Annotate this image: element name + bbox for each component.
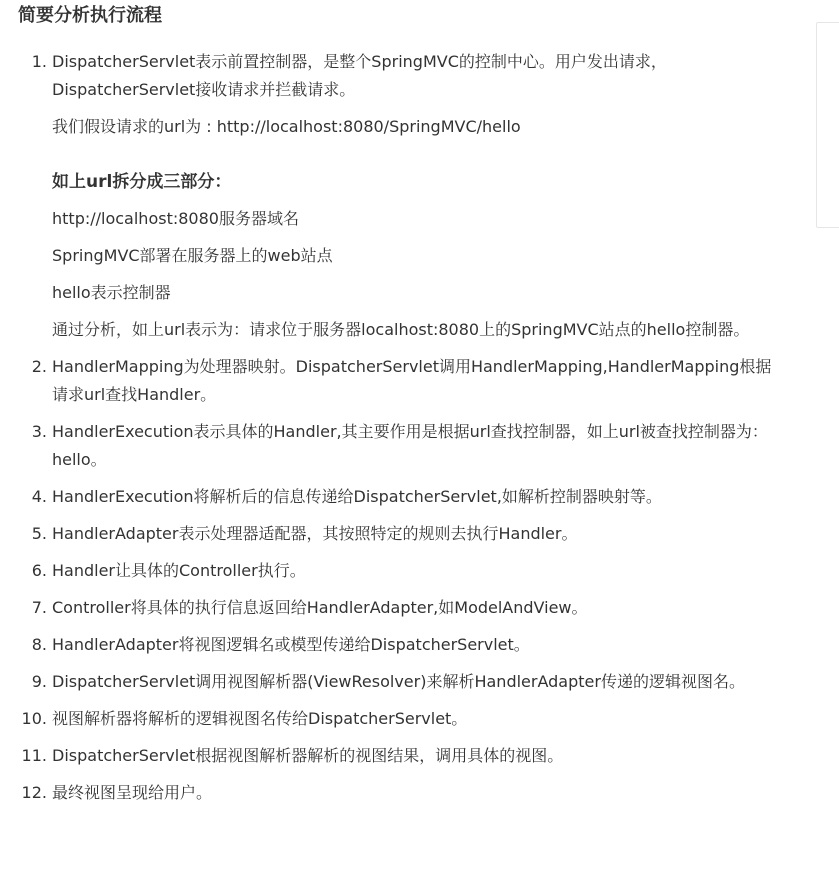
- step-text: Handler让具体的Controller执行。: [52, 561, 306, 580]
- step-text: 最终视图呈现给用户。: [52, 783, 213, 802]
- step-number: 5.: [31, 524, 47, 543]
- step-text: DispatcherServlet根据视图解析器解析的视图结果，调用具体的视图。: [52, 746, 564, 765]
- step-number: 7.: [31, 598, 47, 617]
- step-number: 10.: [21, 709, 47, 728]
- list-item-step-12: [18, 779, 808, 807]
- url-analysis-paragraph: 通过分析，如上url表示为：请求位于服务器localhost:8080上的SpringMVC站点的hello控制器。: [52, 320, 750, 339]
- step-number: 2.: [31, 357, 47, 376]
- steps-list: [18, 48, 808, 807]
- list-item-step-11: [18, 742, 808, 770]
- url-breakdown-subheading: 如上url拆分成三部分：: [52, 172, 232, 192]
- list-item-step-9: [18, 668, 808, 696]
- article-content: [18, 0, 808, 816]
- list-item-step-8: [18, 631, 808, 659]
- url-part-domain: http://localhost:8080服务器域名: [52, 209, 299, 228]
- step-number: 9.: [31, 672, 47, 691]
- list-item-step-1: [18, 48, 808, 344]
- example-url-paragraph: 我们假设请求的url为 : http://localhost:8080/SpringMVC/hello: [52, 117, 521, 136]
- url-part-site: SpringMVC部署在服务器上的web站点: [52, 246, 333, 265]
- list-item-step-4: [18, 483, 808, 511]
- list-item-step-5: [18, 520, 808, 548]
- step-text: HandlerExecution将解析后的信息传递给DispatcherServlet,如解析控制器映射等。: [52, 487, 662, 506]
- step-number: 12.: [21, 783, 47, 802]
- step-text: HandlerAdapter将视图逻辑名或模型传递给DispatcherServlet。: [52, 635, 530, 654]
- step-text: DispatcherServlet表示前置控制器，是整个SpringMVC的控制中心。用户发出请求，DispatcherServlet接收请求并拦截请求。: [52, 52, 667, 99]
- step-number: 1.: [31, 52, 47, 71]
- list-item-step-2: [18, 353, 808, 409]
- step-number: 3.: [31, 422, 47, 441]
- step-text: DispatcherServlet调用视图解析器(ViewResolver)来解析HandlerAdapter传递的逻辑视图名。: [52, 672, 745, 691]
- step-text: HandlerExecution表示具体的Handler,其主要作用是根据url查找控制器，如上url被查找控制器为：hello。: [52, 422, 768, 469]
- list-item-step-6: [18, 557, 808, 585]
- step-number: 11.: [21, 746, 47, 765]
- step-number: 8.: [31, 635, 47, 654]
- step-text: 视图解析器将解析的逻辑视图名传给DispatcherServlet。: [52, 709, 468, 728]
- step-number: 4.: [31, 487, 47, 506]
- step-text: Controller将具体的执行信息返回给HandlerAdapter,如ModelAndView。: [52, 598, 588, 617]
- url-part-controller: hello表示控制器: [52, 283, 171, 302]
- list-item-step-10: [18, 705, 808, 733]
- step-text: HandlerMapping为处理器映射。DispatcherServlet调用HandlerMapping,HandlerMapping根据请求url查找Handler。: [52, 357, 772, 404]
- section-title: 简要分析执行流程: [18, 5, 162, 26]
- step-number: 6.: [31, 561, 47, 580]
- side-panel: [816, 22, 839, 228]
- list-item-step-3: [18, 418, 808, 474]
- list-item-step-7: [18, 594, 808, 622]
- step-text: HandlerAdapter表示处理器适配器，其按照特定的规则去执行Handler。: [52, 524, 578, 543]
